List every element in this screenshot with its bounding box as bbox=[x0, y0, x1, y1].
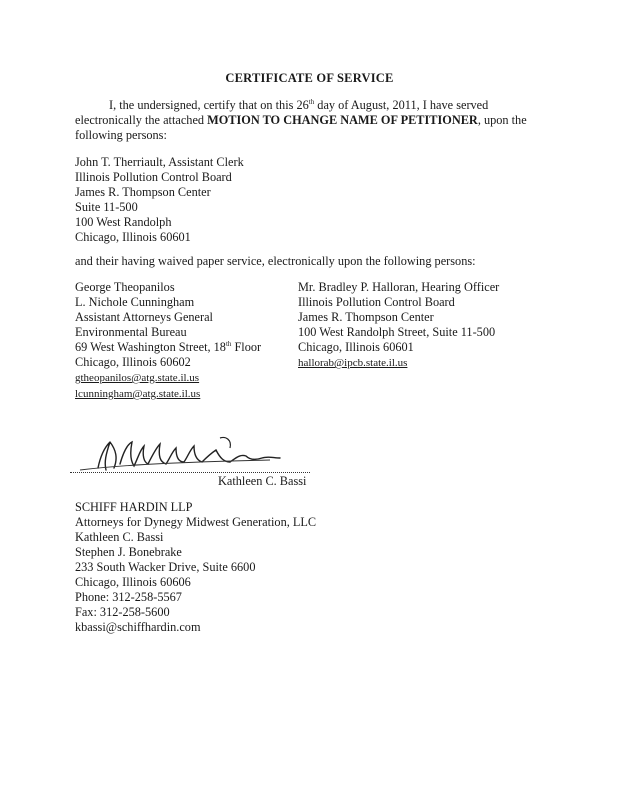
email-link[interactable]: gtheopanilos@atg.state.il.us bbox=[75, 372, 200, 384]
handwritten-signature bbox=[70, 428, 310, 478]
recipient-line: Chicago, Illinois 60601 bbox=[298, 340, 414, 354]
address-line: James R. Thompson Center bbox=[75, 185, 211, 199]
certification-paragraph bbox=[75, 98, 545, 143]
firm-line: 233 South Wacker Drive, Suite 6600 bbox=[75, 560, 256, 574]
recipient-line: L. Nichole Cunningham bbox=[75, 295, 195, 309]
firm-line: Chicago, Illinois 60606 bbox=[75, 575, 191, 589]
street-text-end: Floor bbox=[231, 340, 262, 354]
address-line: 100 West Randolph bbox=[75, 215, 172, 229]
intro-text-part1: I, the undersigned, certify that on this 26 bbox=[109, 98, 309, 112]
certificate-title: CERTIFICATE OF SERVICE bbox=[225, 71, 394, 85]
recipient-line: Mr. Bradley P. Halloran, Hearing Officer bbox=[298, 280, 500, 294]
signer-name: Kathleen C. Bassi bbox=[218, 474, 307, 488]
firm-email[interactable]: kbassi@schiffhardin.com bbox=[75, 620, 201, 634]
address-line: John T. Therriault, Assistant Clerk bbox=[75, 155, 244, 169]
firm-line: Phone: 312-258-5567 bbox=[75, 590, 182, 604]
primary-recipient-address bbox=[75, 155, 244, 245]
signature-block bbox=[70, 428, 320, 488]
address-line: Illinois Pollution Control Board bbox=[75, 170, 232, 184]
address-line: Suite 11-500 bbox=[75, 200, 138, 214]
recipient-line: James R. Thompson Center bbox=[298, 310, 434, 324]
recipient-line: Environmental Bureau bbox=[75, 325, 187, 339]
intro-text-part3: , upon the following persons: bbox=[75, 113, 527, 142]
right-recipients bbox=[298, 280, 499, 371]
street-text: 69 West Washington Street, 18 bbox=[75, 340, 226, 354]
floor-superscript: th bbox=[225, 339, 232, 348]
left-recipients bbox=[75, 280, 261, 402]
email-link[interactable]: lcunningham@atg.state.il.us bbox=[75, 388, 201, 400]
intro-text-part2: day of August, 2011, I have served electronically the attached bbox=[75, 98, 489, 127]
waived-service-text: and their having waived paper service, electronically upon the following persons: bbox=[75, 254, 476, 268]
firm-line: SCHIFF HARDIN LLP bbox=[75, 500, 193, 514]
day-superscript: th bbox=[308, 97, 315, 106]
firm-contact-block bbox=[75, 500, 316, 635]
signature-line bbox=[70, 472, 310, 473]
recipient-line: 100 West Randolph Street, Suite 11-500 bbox=[298, 325, 496, 339]
email-link[interactable]: hallorab@ipcb.state.il.us bbox=[298, 357, 408, 369]
recipient-city: Chicago, Illinois 60602 bbox=[75, 355, 191, 369]
recipient-line: Assistant Attorneys General bbox=[75, 310, 213, 324]
recipient-line: George Theopanilos bbox=[75, 280, 175, 294]
recipient-line: Illinois Pollution Control Board bbox=[298, 295, 455, 309]
firm-line: Kathleen C. Bassi bbox=[75, 530, 164, 544]
recipient-street bbox=[75, 340, 261, 355]
address-line: Chicago, Illinois 60601 bbox=[75, 230, 191, 244]
firm-line: Stephen J. Bonebrake bbox=[75, 545, 182, 559]
firm-line: Fax: 312-258-5600 bbox=[75, 605, 170, 619]
firm-line: Attorneys for Dynegy Midwest Generation, LLC bbox=[75, 515, 317, 529]
motion-title: MOTION TO CHANGE NAME OF PETITIONER bbox=[207, 113, 478, 127]
